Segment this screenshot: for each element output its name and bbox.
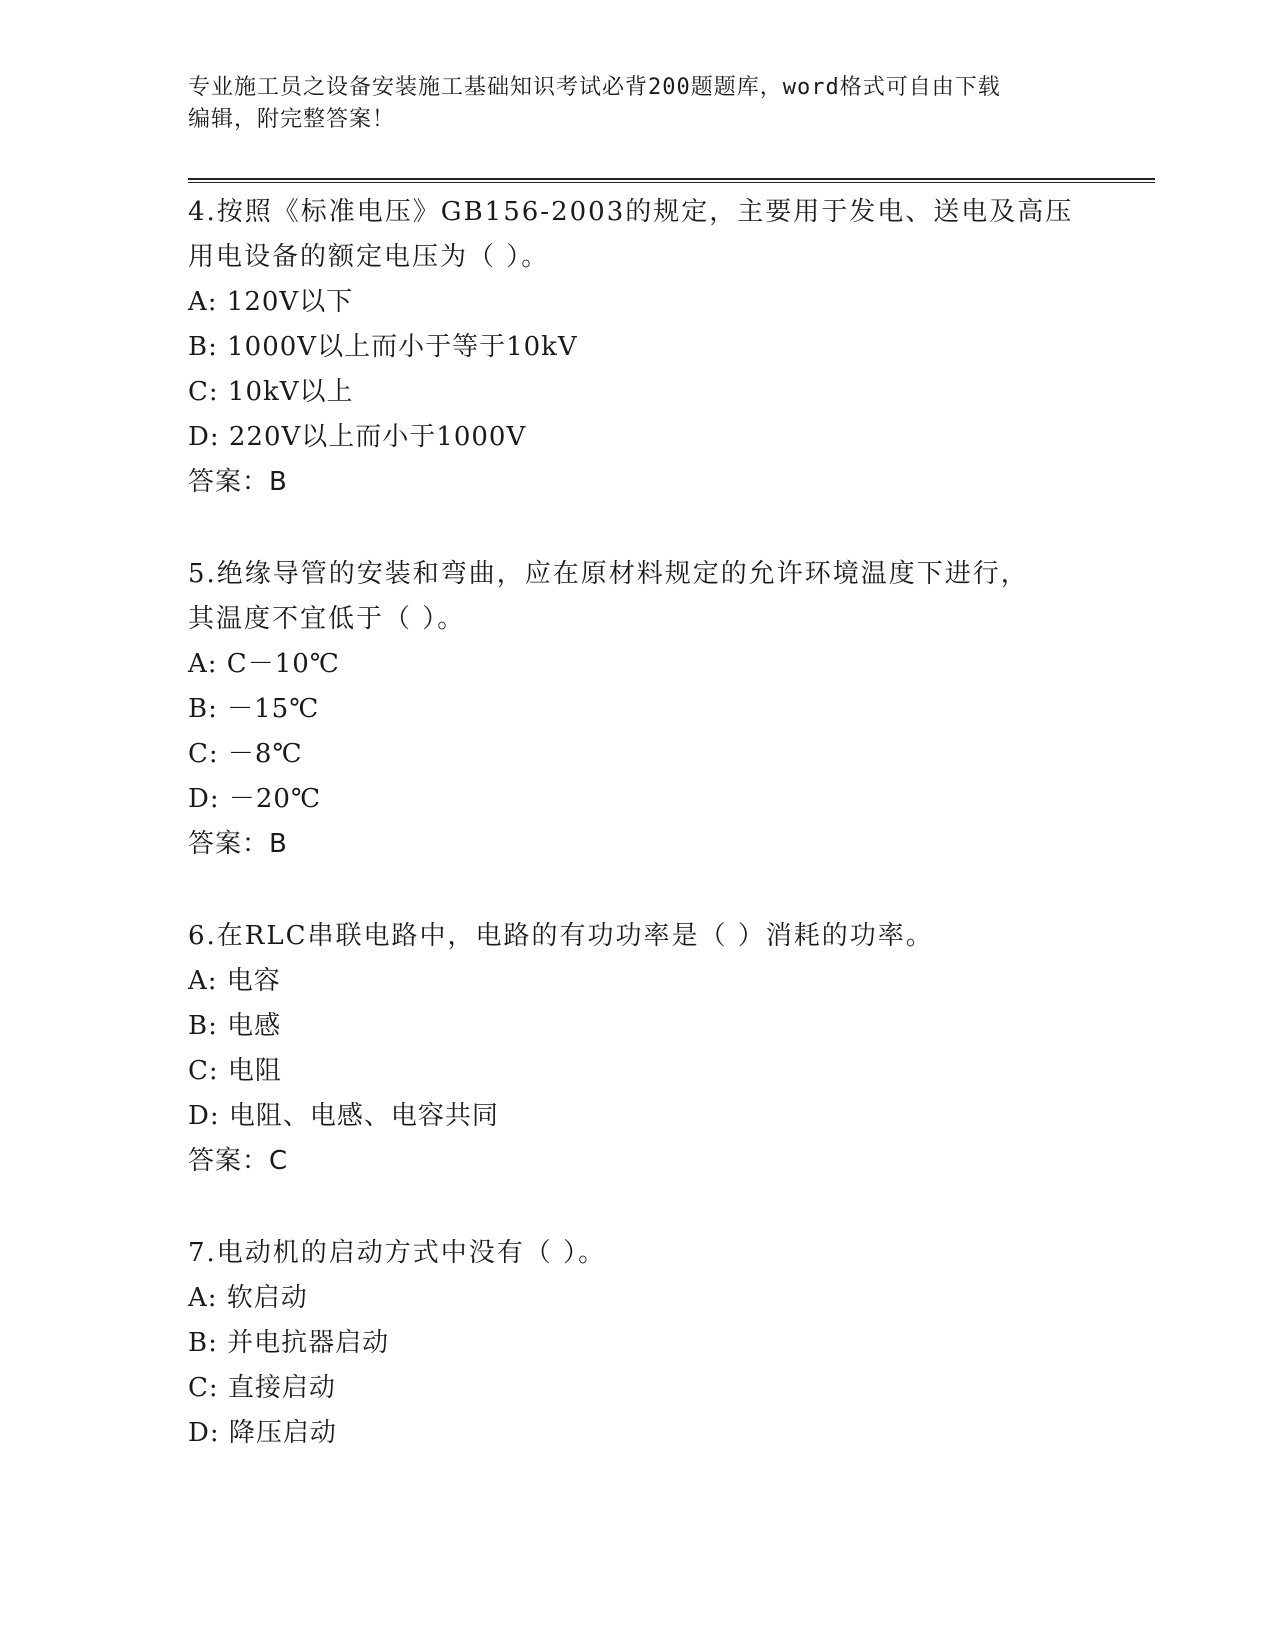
question-stem-line-2: 用电设备的额定电压为（ ）。 [188,242,550,272]
option-d: D: 220V以上而小于1000V [188,422,527,452]
option-c: C: 10kV以上 [188,377,354,407]
option-a: A: 电容 [188,966,281,996]
option-d: D: 降压启动 [188,1418,337,1448]
option-c: C: 直接启动 [188,1373,336,1403]
answer-label: 答案：B [188,467,288,497]
question-stem-line-1: 6.在RLC串联电路中，电路的有功功率是（ ）消耗的功率。 [188,921,934,951]
header-title-line-1: 专业施工员之设备安装施工基础知识考试必背200题题库，word格式可自由下载 [188,75,1001,100]
question-stem-line-1: 5.绝缘导管的安装和弯曲，应在原材料规定的允许环境温度下进行， [188,559,1029,589]
question-6 [188,914,1088,1184]
question-stem-line-2: 其温度不宜低于（ ）。 [188,604,466,634]
question-4 [188,190,1088,505]
option-b: B: －15℃ [188,694,320,724]
option-a: A: C－10℃ [188,649,340,679]
option-a: A: 120V以下 [188,287,354,317]
option-b: B: 并电抗器启动 [188,1328,390,1358]
question-7 [188,1231,1088,1456]
option-d: D: －20℃ [188,784,322,814]
question-stem-line-1: 4.按照《标准电压》GB156-2003的规定，主要用于发电、送电及高压 [188,197,1074,227]
question-spacer [188,867,1088,914]
answer-label: 答案：B [188,829,288,859]
header-divider [188,178,1155,183]
question-stem-line-1: 7.电动机的启动方式中没有（ ）。 [188,1238,607,1268]
option-b: B: 1000V以上而小于等于10kV [188,332,578,362]
header-title-line-2: 编辑，附完整答案！ [188,107,396,132]
option-a: A: 软启动 [188,1283,308,1313]
option-c: C: －8℃ [188,739,303,769]
question-spacer [188,1184,1088,1231]
document-header [188,72,1068,136]
answer-label: 答案：C [188,1146,289,1176]
question-list [188,190,1088,1456]
option-b: B: 电感 [188,1011,282,1041]
question-5 [188,552,1088,867]
question-spacer [188,505,1088,552]
option-d: D: 电阻、电感、电容共同 [188,1101,499,1131]
option-c: C: 电阻 [188,1056,282,1086]
